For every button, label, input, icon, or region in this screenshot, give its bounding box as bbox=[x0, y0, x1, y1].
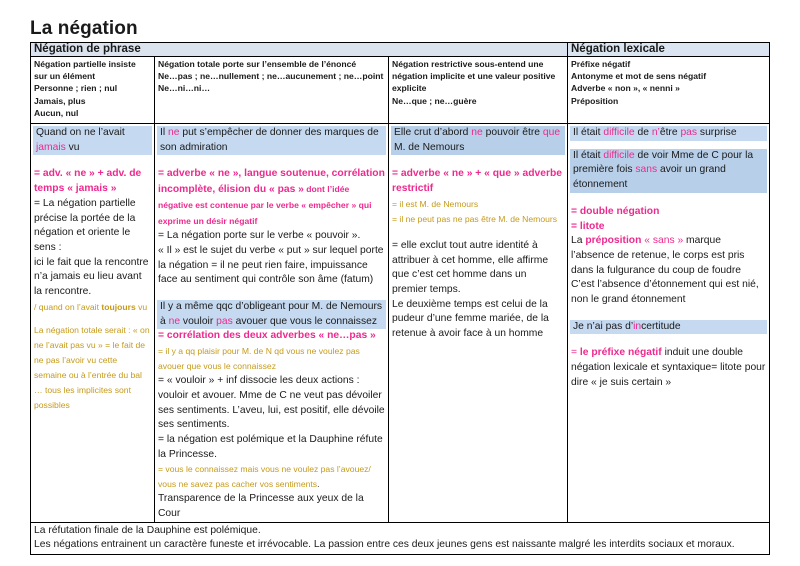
totale-note: La négation totale serait : « on ne l’avait pas vu » = le fait de ne pas l’avoir vu cette semaine ou à l’entrée du bal … tous les implicites sont possibles bbox=[34, 324, 150, 410]
example-quote bbox=[157, 126, 386, 155]
definition-totale bbox=[155, 57, 389, 124]
example-quote bbox=[33, 126, 152, 155]
definition-line: Ne…pas ; ne…nullement ; ne…aucunement ; ne…point bbox=[158, 71, 384, 82]
header-negation-lexicale: Négation lexicale bbox=[568, 43, 770, 57]
negation-word: que bbox=[542, 127, 561, 139]
example-text: de voir Mme de C pour la première fois bbox=[573, 149, 754, 176]
definition-line: Adverbe « non », « nenni » bbox=[571, 83, 680, 94]
example-text: Je n’ai pas d’ bbox=[573, 320, 634, 332]
definition-partielle bbox=[31, 57, 155, 124]
paraphrase-note bbox=[158, 462, 385, 492]
analysis-text: = la négation est polémique et la Dauphine réfute la Princesse. bbox=[158, 433, 383, 460]
analysis-heading: = corrélation des deux adverbes « ne…pas » bbox=[158, 330, 376, 342]
analysis-text-part: La bbox=[571, 235, 586, 247]
negation-word: difficile bbox=[603, 127, 635, 139]
example-text: vu bbox=[65, 141, 80, 153]
example-quote bbox=[570, 126, 767, 141]
cell-partielle bbox=[31, 124, 155, 523]
definitions-row bbox=[31, 57, 770, 124]
analysis-heading: = litote bbox=[571, 220, 605, 232]
example-text: certitude bbox=[641, 320, 681, 332]
spacer bbox=[571, 308, 766, 320]
paraphrase-note: = il y a qq plaisir pour M. de N qd vous ne voulez pas avouer que vous le connaissez bbox=[158, 346, 360, 372]
definition-restrictive bbox=[389, 57, 568, 124]
analysis-text: = elle exclut tout autre identité à attribuer à cet homme, elle affirme que c’est cet homme dans un premier temps. bbox=[392, 239, 549, 295]
analysis-heading: = double négation bbox=[571, 205, 660, 217]
negation-word: pas bbox=[216, 315, 233, 327]
spacer bbox=[158, 155, 385, 167]
example-text: Il y a même qqc d’obligeant pour M. de Nemours à bbox=[160, 301, 383, 327]
negation-prefix: in bbox=[633, 320, 642, 332]
example-text: de bbox=[634, 127, 652, 139]
cell-lexicale bbox=[568, 124, 770, 523]
note-text: = vous le connaissez mais vous ne voulez pas l’avouez/ vous ne savez pas cacher vos sentiments bbox=[158, 464, 371, 490]
negation-word: jamais bbox=[36, 141, 66, 153]
analysis-text: = « vouloir » + inf dissocie les deux actions : vouloir et avouer. Mme de C ne veut pas dévoiler ses sentiments. L’aveu, lui, est positif, elle dévoile ses sentiments. bbox=[158, 375, 385, 431]
analysis-text: ici le fait que la rencontre n’a jamais eu lieu avant la rencontre. bbox=[34, 256, 149, 298]
example-text: Il bbox=[160, 127, 169, 139]
example-quote bbox=[570, 149, 767, 193]
example-text: surprise bbox=[697, 127, 737, 139]
definition-line: Ne…que ; ne…guère bbox=[392, 95, 477, 106]
example-text: vouloir bbox=[180, 315, 217, 327]
note-punct: . bbox=[317, 479, 320, 490]
note-text: / quand on l’avait bbox=[34, 301, 102, 312]
definition-line: Négation partielle insiste sur un élément bbox=[34, 59, 136, 82]
page-title: La négation bbox=[30, 18, 138, 39]
analysis-keyword: préposition bbox=[585, 235, 642, 247]
example-text: être bbox=[659, 127, 681, 139]
examples-row bbox=[31, 124, 770, 523]
example-text: Quand on ne l’avait bbox=[36, 127, 125, 139]
analysis-text bbox=[571, 234, 766, 278]
definition-line: Jamais, plus bbox=[34, 95, 86, 106]
spacer bbox=[392, 227, 564, 239]
example-text: Elle crut d’abord bbox=[394, 127, 472, 139]
paraphrase-note: = il est M. de Nemours bbox=[392, 198, 479, 209]
definition-line: Personne ; rien ; nul bbox=[34, 83, 118, 94]
spacer bbox=[571, 141, 766, 149]
header-row bbox=[31, 43, 770, 57]
analysis-text-part: induit une double négation lexicale et syntaxique= litote pour dire « je suis certain » bbox=[571, 347, 766, 388]
negation-word: ne bbox=[471, 127, 483, 139]
example-quote bbox=[157, 300, 386, 329]
example-text: Il était bbox=[573, 127, 604, 139]
analysis-text: = La négation porte sur le verbe « pouvoir ». bbox=[158, 230, 361, 242]
definition-line: Négation restrictive sous-entend une négation implicite et une valeur positive explicite bbox=[392, 59, 556, 94]
spacer bbox=[571, 193, 766, 205]
definition-lexicale bbox=[568, 57, 770, 124]
negation-word: ne bbox=[168, 315, 181, 327]
negation-word: sans bbox=[635, 164, 658, 176]
footer-row bbox=[31, 522, 770, 554]
conclusion-line: La réfutation finale de la Dauphine est polémique. bbox=[34, 524, 261, 536]
header-negation-de-phrase: Négation de phrase bbox=[31, 43, 568, 57]
analysis-text: Le deuxième temps est celui de la pudeur d’une femme mariée, de la retenue à avoir face à un homme bbox=[392, 298, 549, 340]
example-text: avouer que vous le connaissez bbox=[232, 315, 377, 327]
paraphrase-note: = il ne peut pas ne pas être M. de Nemours bbox=[392, 213, 558, 224]
spacer bbox=[34, 315, 151, 323]
analysis-heading bbox=[158, 167, 385, 229]
analysis-keyword: « sans » bbox=[641, 235, 684, 247]
definition-line: Préfixe négatif bbox=[571, 59, 631, 69]
alternative-note bbox=[34, 300, 151, 315]
negation-word: ne bbox=[168, 127, 180, 139]
example-text: avoir un grand étonnement bbox=[573, 164, 726, 191]
analysis-text: C’est l’absence d’étonnement qui est nié, non le grand étonnement bbox=[571, 279, 759, 306]
analysis-text-part: marque l’absence de retenue, le corps est pris dans la fulgurance du coup de foudre bbox=[571, 235, 745, 276]
example-quote bbox=[391, 126, 565, 155]
cell-totale bbox=[155, 124, 389, 523]
definition-line: Aucun, nul bbox=[34, 107, 79, 118]
note-text: vu bbox=[135, 301, 148, 312]
analysis-heading-note: dont l’idée négative est contenue par le verbe « empêcher » qui exprime un désir négatif bbox=[158, 184, 372, 226]
analysis-text-part: = bbox=[571, 347, 580, 359]
example-text: put s’empêcher de donner des marques de son admiration bbox=[160, 127, 379, 153]
analysis-keyword: le préfixe négatif bbox=[579, 347, 662, 359]
negation-word: pas bbox=[680, 127, 698, 139]
conclusion-line: Les négations entrainent un caractère funeste et irrévocable. La passion entre ces deux jeunes gens est naissante malgré les interdits sociaux et moraux. bbox=[34, 538, 735, 550]
example-text: Il était bbox=[573, 149, 604, 161]
example-quote bbox=[570, 320, 767, 335]
analysis-text: « Il » est le sujet du verbe « put » sur lequel porte la négation = il ne peut rien faire, impuissance face au sentiment qui contrôle son âme (fatum) bbox=[158, 244, 384, 286]
definition-line: Antonyme et mot de sens négatif bbox=[571, 71, 707, 82]
analysis-text bbox=[571, 346, 766, 390]
negation-word: n’ bbox=[651, 127, 660, 139]
analysis-heading: = adv. « ne » + adv. de temps « jamais » bbox=[34, 168, 142, 195]
definition-line: Ne…ni…ni… bbox=[158, 83, 211, 94]
spacer bbox=[34, 155, 151, 167]
spacer bbox=[571, 334, 766, 346]
spacer bbox=[158, 288, 385, 300]
definition-line: Négation totale porte sur l’ensemble de l’énoncé bbox=[158, 59, 357, 69]
definition-line: Préposition bbox=[571, 95, 619, 106]
cell-restrictive bbox=[389, 124, 568, 523]
conclusion bbox=[31, 522, 770, 554]
analysis-text: = La négation partielle précise la portée de la négation et oriente le sens : bbox=[34, 197, 136, 253]
analysis-heading: = adverbe « ne » + « que » adverbe restrictif bbox=[392, 168, 562, 195]
example-text: pouvoir être bbox=[482, 127, 543, 139]
negation-word: difficile bbox=[603, 149, 635, 161]
spacer bbox=[392, 155, 564, 167]
analysis-text: Transparence de la Princesse aux yeux de la Cour bbox=[158, 493, 364, 520]
analysis-heading-text: = adverbe « ne », langue soutenue, corrélation incomplète, élision du « pas » bbox=[158, 168, 385, 196]
note-keyword: toujours bbox=[101, 301, 136, 312]
negation-table bbox=[30, 42, 770, 555]
example-text: M. de Nemours bbox=[394, 141, 465, 153]
